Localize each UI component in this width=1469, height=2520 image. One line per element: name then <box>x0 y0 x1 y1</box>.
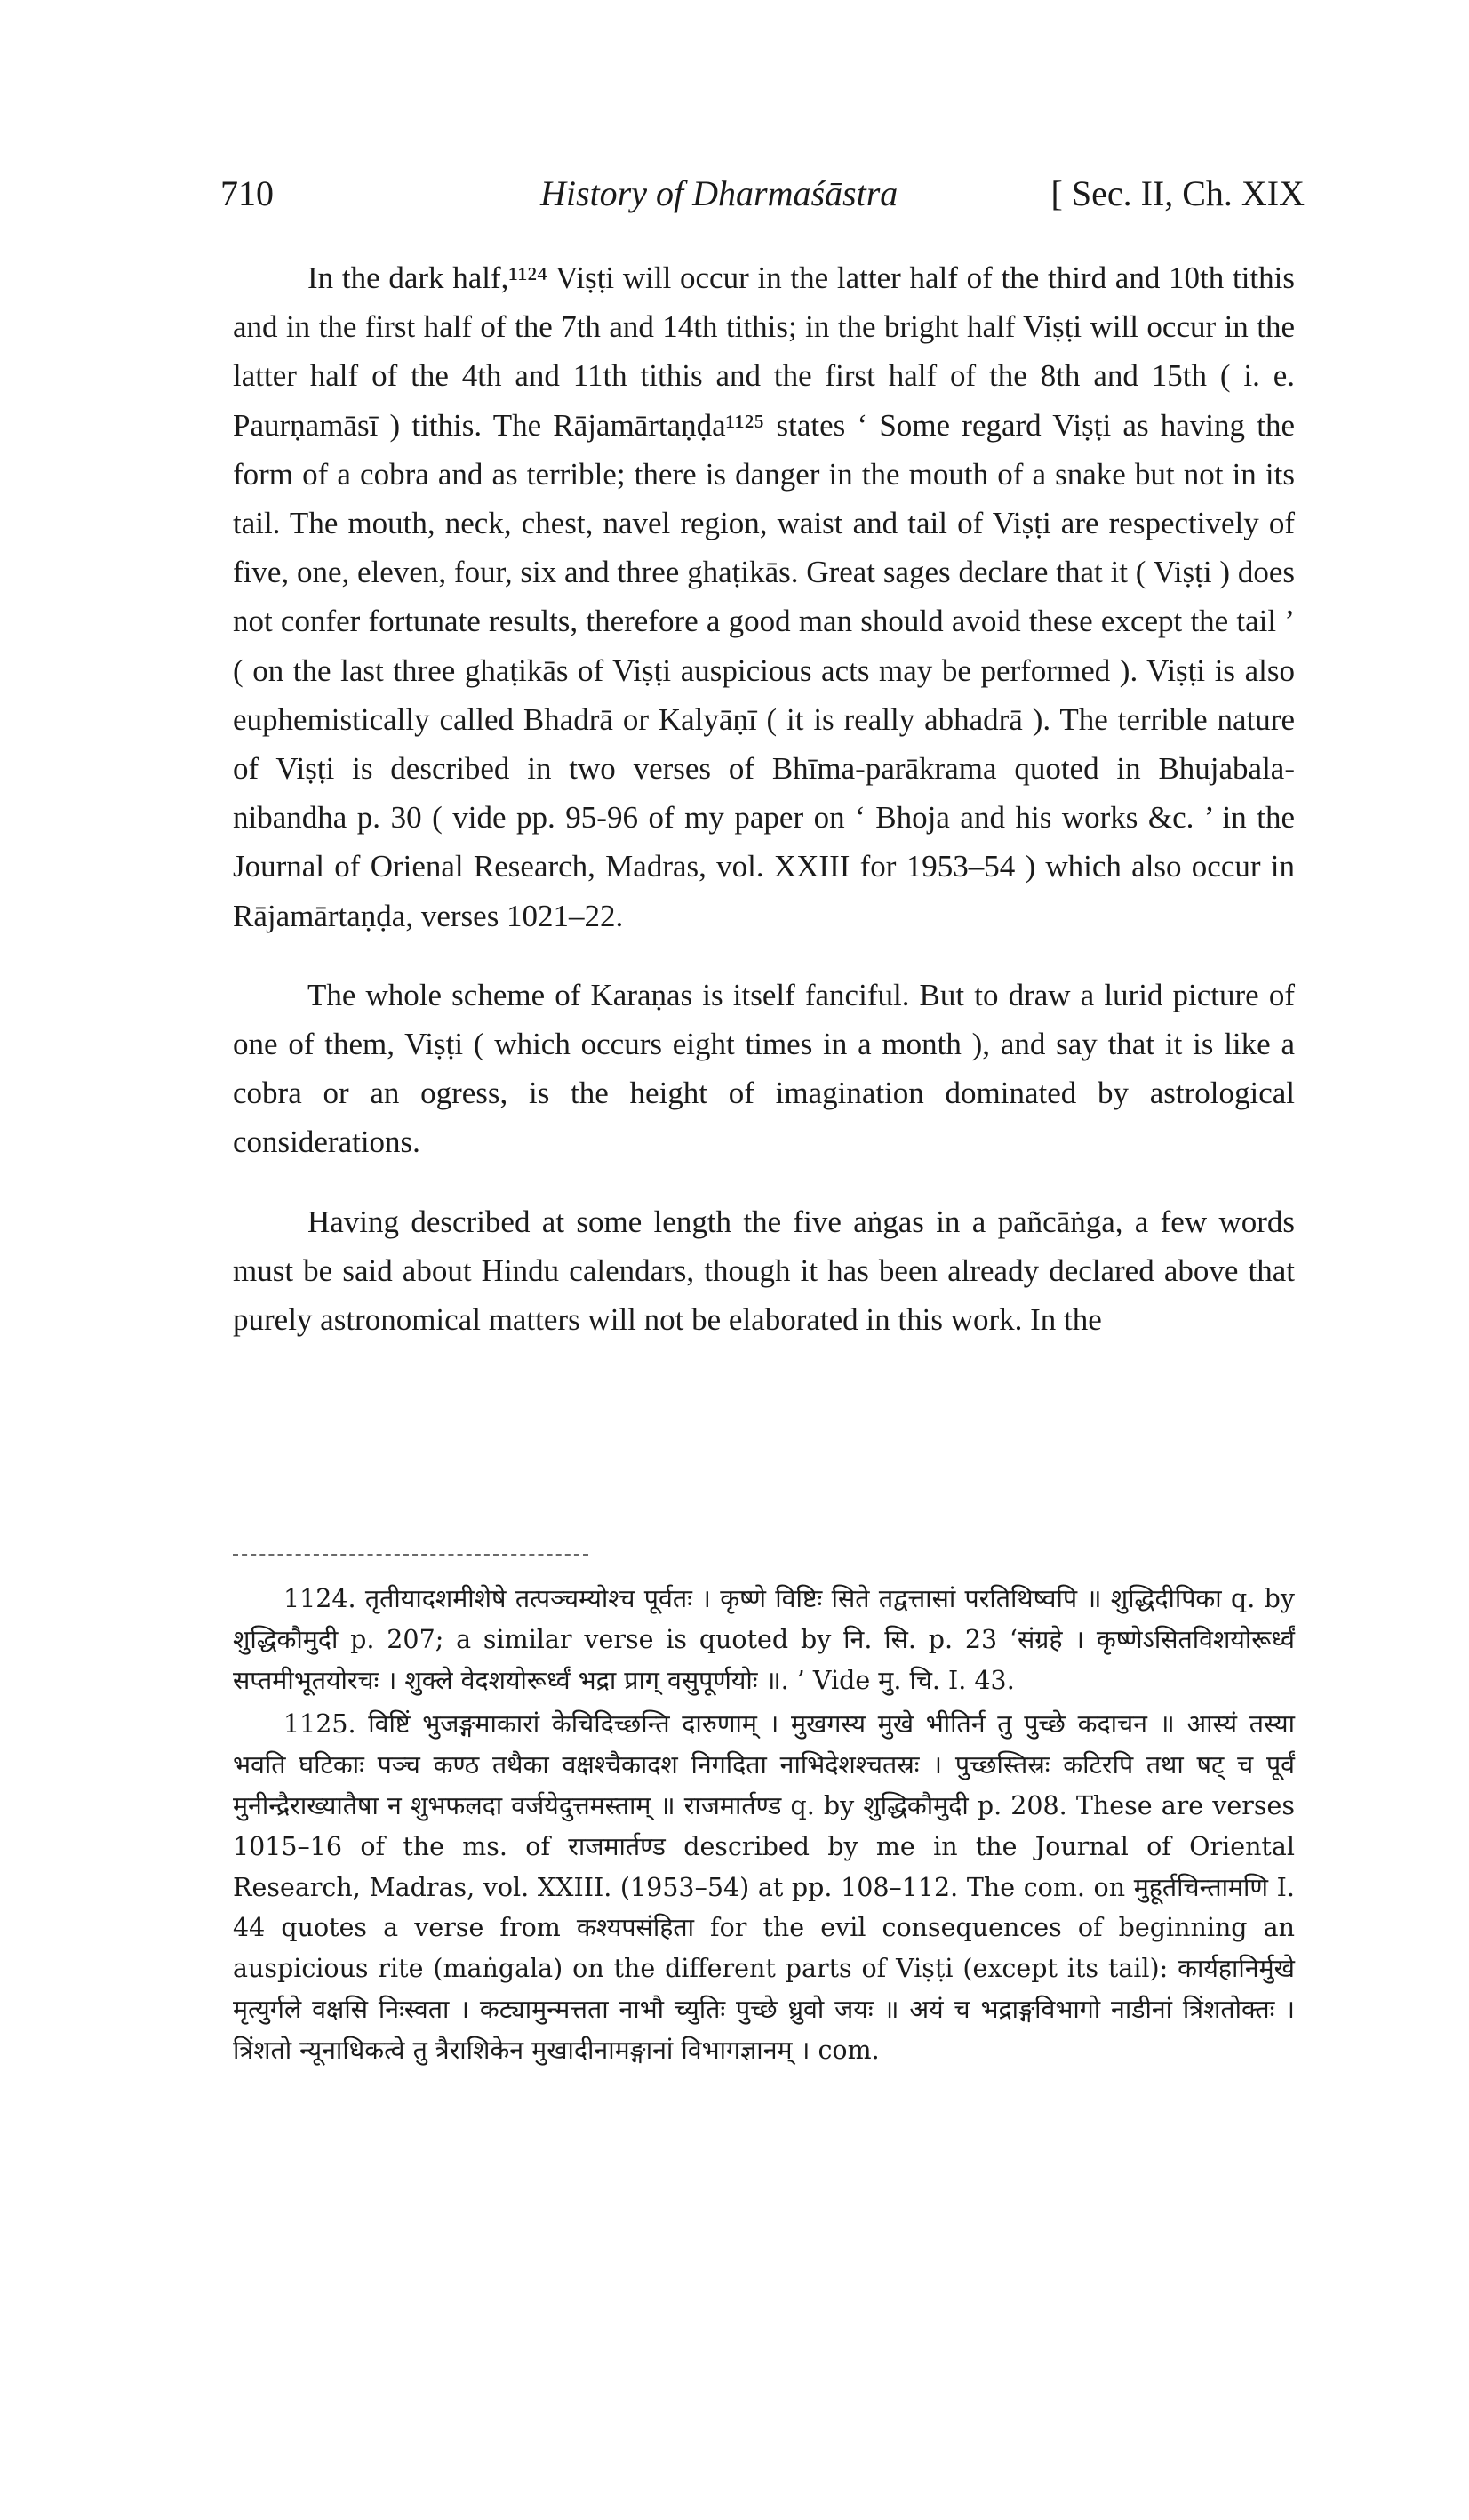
footnote-divider <box>233 1554 588 1556</box>
footnote-1124: 1124. तृतीयादशमीशेषे तत्पञ्चम्योश्च पूर्वतः । कृष्णे विष्टिः सिते तद्वत्तासां परतिथिष्वपि ॥ शुद्धिदीपिका q. by शुद्धिकौमुदी p. 207; a similar verse is quoted by नि. सि. p. 23 ‘संग्रहे । कृष्णेऽसितविशयोरूर्ध्वं सप्तमीभूतयोरचः । शुक्ले वेदशयोरूर्ध्वं भद्रा प्राग् वसुपूर्णयोः ॥. ’ Vide मु. चि. I. 43. <box>233 1584 1295 1695</box>
page-number: 710 <box>220 173 274 213</box>
main-text <box>233 253 1295 1344</box>
paragraph-calendars: Having described at some length the five aṅgas in a pañcāṅga, a few words must be said about Hindu calendars, though it has been already declared above that purely astronomical matters will not be elaborated in this work. In the <box>233 1204 1295 1338</box>
book-title: History of Dharmaśāstra <box>540 173 898 213</box>
section-heading: [ Sec. II, Ch. XIX <box>1050 173 1305 213</box>
paragraph-visti: In the dark half,¹¹²⁴ Viṣṭi will occur in the latter half of the third and 10th tithis and in the first half of the 7th and 14th tithis; in the bright half Viṣṭi will occur in the latter half of the 4th and 11th tithis and the first half of the 8th and 15th ( i. e. Paurṇamāsī ) tithis. The Rājamārtaṇḍa¹¹²⁵ states ‘ Some regard Viṣṭi as having the form of a cobra and as terrible; there is danger in the mouth of a snake but not in its tail. The mouth, neck, chest, navel region, waist and tail of Viṣṭi are respectively of five, one, eleven, four, six and three ghaṭikās. Great sages declare that it ( Viṣṭi ) does not confer fortunate results, therefore a good man should avoid these except the tail ’ ( on the last three ghaṭikās of Viṣṭi auspicious acts may be performed ). Viṣṭi is also euphemistically called Bhadrā or Kalyāṇī ( it is really abhadrā ). The terrible nature of Viṣṭi is described in two verses of Bhīma-parākrama quoted in Bhujabala-nibandha p. 30 ( vide pp. 95-96 of my paper on ‘ Bhoja and his works &c. ’ in the Journal of Orienal Research, Madras, vol. XXIII for 1953–54 ) which also occur in Rājamārtaṇḍa, verses 1021–22. <box>233 260 1295 933</box>
footnotes <box>233 1579 1295 2071</box>
running-head <box>220 167 1305 220</box>
paragraph-karanas: The whole scheme of Karaṇas is itself fanciful. But to draw a lurid picture of one of them, Viṣṭi ( which occurs eight times in a month ), and say that it is like a cobra or an ogress, is the height of imagination dominated by astrological considerations. <box>233 977 1295 1160</box>
footnote-1125: 1125. विष्टिं भुजङ्गमाकारां केचिदिच्छन्ति दारुणाम् । मुखगस्य मुखे भीतिर्न तु पुच्छे कदाचन ॥ आस्यं तस्या भवति घटिकाः पञ्च कण्ठ तथैका वक्षश्चैकादश निगदिता नाभिदेशश्चतस्रः । पुच्छस्तिस्रः कटिरपि तथा षट् च पूर्वं मुनीन्द्रैराख्यातैषा न शुभफलदा वर्जयेदुत्तमस्ताम् ॥ राजमार्तण्ड q. by शुद्धिकौमुदी p. 208. These are verses 1015–16 of the ms. of राजमार्तण्ड described by me in the Journal of Oriental Research, Madras, vol. XXIII. (1953–54) at pp. 108–112. The com. on मुहूर्तचिन्तामणि I. 44 quotes a verse from कश्यपसंहिता for the evil consequences of beginning an auspicious rite (maṅgala) on the different parts of Viṣṭi (except its tail): कार्यहानिर्मुखे मृत्युर्गले वक्षसि निःस्वता । कट्यामुन्मत्तता नाभौ च्युतिः पुच्छे ध्रुवो जयः ॥ अयं च भद्राङ्गविभागो नाडीनां त्रिंशतोक्तः । त्रिंशतो न्यूनाधिकत्वे तु त्रैराशिकेन मुखादीनामङ्गानां विभागज्ञानम् । com. <box>233 1709 1295 2065</box>
